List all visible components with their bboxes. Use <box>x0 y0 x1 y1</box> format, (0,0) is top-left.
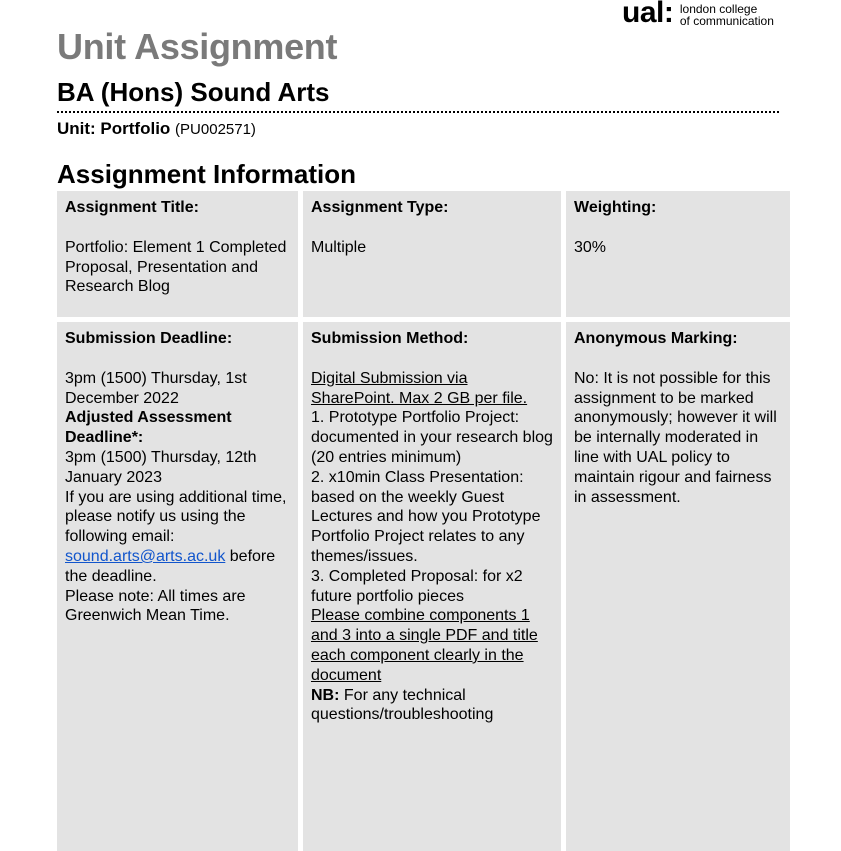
cell-assignment-title <box>57 191 298 317</box>
section-heading: Assignment Information <box>57 159 357 189</box>
extra-time-note <box>65 488 290 587</box>
method-item-3: 3. Completed Proposal: for x2 future portfolio pieces <box>311 567 523 605</box>
nb-note <box>311 686 553 726</box>
cell-heading: Submission Method: <box>311 330 469 347</box>
unit-code: (PU002571) <box>175 121 256 138</box>
cell-assignment-type <box>303 191 561 317</box>
weighting-value: 30% <box>574 238 607 256</box>
logo-line-2: of communication <box>679 14 774 28</box>
method-item-1: 1. Prototype Portfolio Project: documented in your research blog (20 entries minimum) <box>311 409 553 466</box>
cell-heading: Assignment Title: <box>65 199 199 216</box>
extra-time-text: If you are using additional time, please notify us using the following email: <box>65 488 287 546</box>
logo-mark: ual <box>622 0 664 29</box>
assignment-info-table <box>57 191 790 851</box>
assignment-type-value: Multiple <box>311 238 367 256</box>
cell-heading: Submission Deadline: <box>65 330 233 347</box>
logo-colon-icon: : <box>663 0 674 29</box>
adjusted-deadline-heading: Adjusted Assessment Deadline*: <box>65 409 232 447</box>
course-title: BA (Hons) Sound Arts <box>57 77 330 107</box>
before-deadline-text: before the deadline. <box>65 547 276 585</box>
cell-submission-deadline <box>57 322 298 851</box>
cell-weighting <box>566 191 790 317</box>
anonymous-marking-value: No: It is not possible for this assignment to be marked anonymously; however it will be internally moderated in line with UAL policy to maintain rigour and fairness in assessment. <box>574 369 777 506</box>
deadline-date: 3pm (1500) Thursday, 1st December 2022 <box>65 369 247 407</box>
unit-label: Unit: Portfolio <box>57 119 171 138</box>
unit-line <box>57 119 256 139</box>
digital-submission-text: Digital Submission via SharePoint. Max 2 GB per file. <box>311 369 528 407</box>
logo-line-1: london college <box>679 2 758 16</box>
dotted-divider <box>57 111 779 113</box>
email-link[interactable]: sound.arts@arts.ac.uk <box>65 547 226 565</box>
adjusted-deadline-date: 3pm (1500) Thursday, 12th January 2023 <box>65 448 257 486</box>
nb-label: NB: <box>311 686 340 704</box>
assignment-title-value: Portfolio: Element 1 Completed Proposal, Presentation and Research Blog <box>65 238 287 296</box>
cell-submission-method <box>303 322 561 851</box>
nb-text: For any technical questions/troubleshooting <box>311 686 494 724</box>
cell-heading: Assignment Type: <box>311 199 449 216</box>
combine-instruction: Please combine components 1 and 3 into a single PDF and title each component clearly in the document <box>311 607 538 684</box>
cell-heading: Anonymous Marking: <box>574 330 738 347</box>
logo-text <box>680 3 774 27</box>
cell-heading: Weighting: <box>574 199 657 216</box>
ual-logo <box>622 0 797 30</box>
timezone-note: Please note: All times are Greenwich Mean Time. <box>65 587 246 625</box>
page-title: Unit Assignment <box>57 26 338 67</box>
cell-anonymous-marking <box>566 322 790 851</box>
method-item-2: 2. x10min Class Presentation: based on the weekly Guest Lectures and how you Prototype Portfolio Project relates to any themes/issues. <box>311 468 541 565</box>
